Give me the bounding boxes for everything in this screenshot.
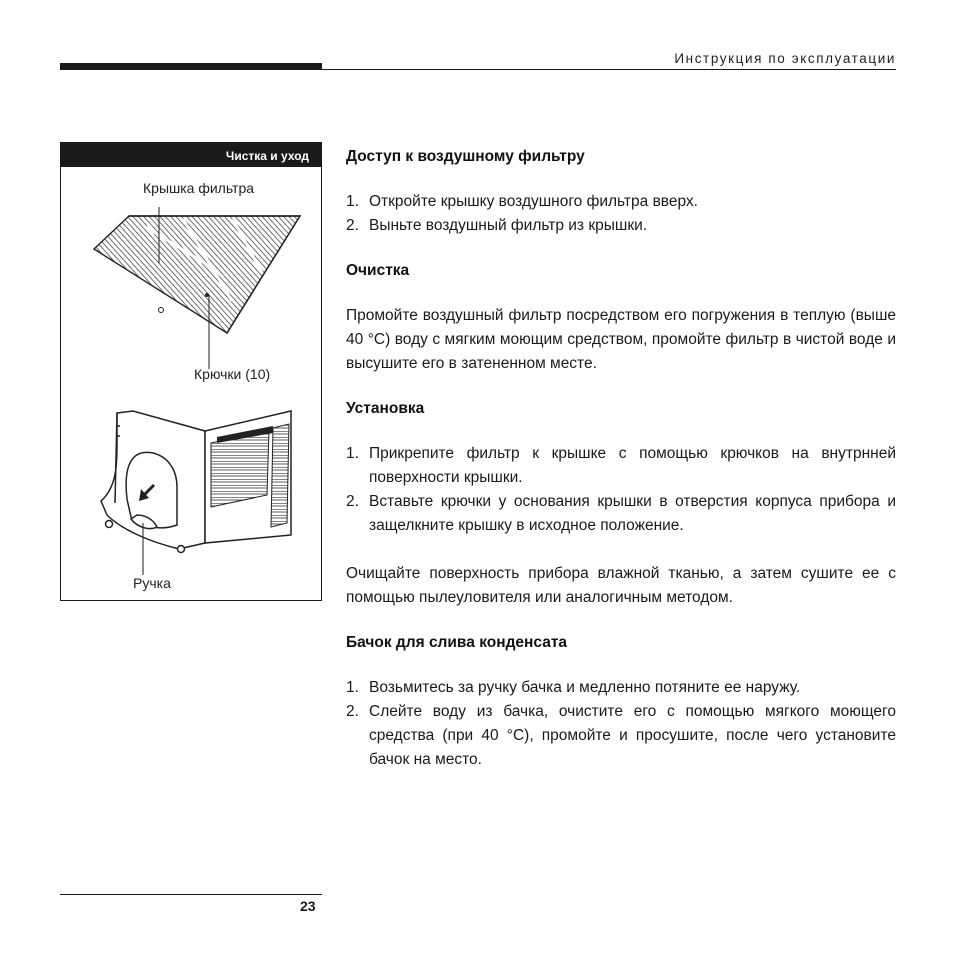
- header-rule-thick: [60, 63, 322, 70]
- list-item: 2. Выньте воздушный фильтр из крышки.: [346, 217, 648, 234]
- main-content: [346, 148, 896, 772]
- list-condensate-tank: [346, 676, 896, 772]
- label-hooks: Крючки (10): [194, 366, 271, 382]
- list-installation: [346, 442, 896, 538]
- header-rule-thin: [322, 69, 896, 70]
- page-number: 23: [300, 898, 316, 914]
- paragraph-cleaning: Промойте воздушный фильтр посредством его погружения в теплую (выше 40 °C) воду с мягким моющим средством, промойте фильтр в чистой воде и высушите его в затененном месте.: [346, 307, 896, 372]
- figure-panel: [60, 142, 322, 601]
- list-item: 1. Возьмитесь за ручку бачка и медленно потяните ее наружу.: [346, 679, 801, 696]
- label-filter-cover: Крышка фильтра: [143, 180, 255, 196]
- heading-installation: Установка: [346, 400, 425, 417]
- filter-cover-drawing: [94, 207, 300, 369]
- list-item: 1. Прикрепите фильтр к крышке с помощью крючков на внутрнней поверхности крышки.: [346, 445, 896, 486]
- list-item: 1. Откройте крышку воздушного фильтра вверх.: [346, 193, 698, 210]
- heading-filter-access: Доступ к воздушному фильтру: [346, 148, 585, 165]
- list-item: 2. Слейте воду из бачка, очистите его с помощью мягкого моющего средства (при 40 °C), промойте и просушите, после чего установите бачок на место.: [346, 703, 896, 768]
- label-handle: Ручка: [133, 575, 171, 591]
- heading-condensate-tank: Бачок для слива конденсата: [346, 634, 568, 651]
- page-header-title: Инструкция по эксплуатации: [674, 51, 896, 66]
- figure-section-label: Чистка и уход: [61, 143, 321, 167]
- list-filter-access: [346, 190, 896, 238]
- footer-rule: [60, 894, 322, 895]
- filter-and-unit-illustration: [61, 143, 323, 602]
- paragraph-surface-cleaning: Очищайте поверхность прибора влажной тканью, а затем сушите ее с помощью пылеуловителя или аналогичным методом.: [346, 565, 896, 606]
- heading-cleaning: Очистка: [346, 262, 410, 279]
- list-item: 2. Вставьте крючки у основания крышки в отверстия корпуса прибора и защелкните крышку в исходное положение.: [346, 493, 896, 534]
- unit-drawing: [101, 411, 291, 575]
